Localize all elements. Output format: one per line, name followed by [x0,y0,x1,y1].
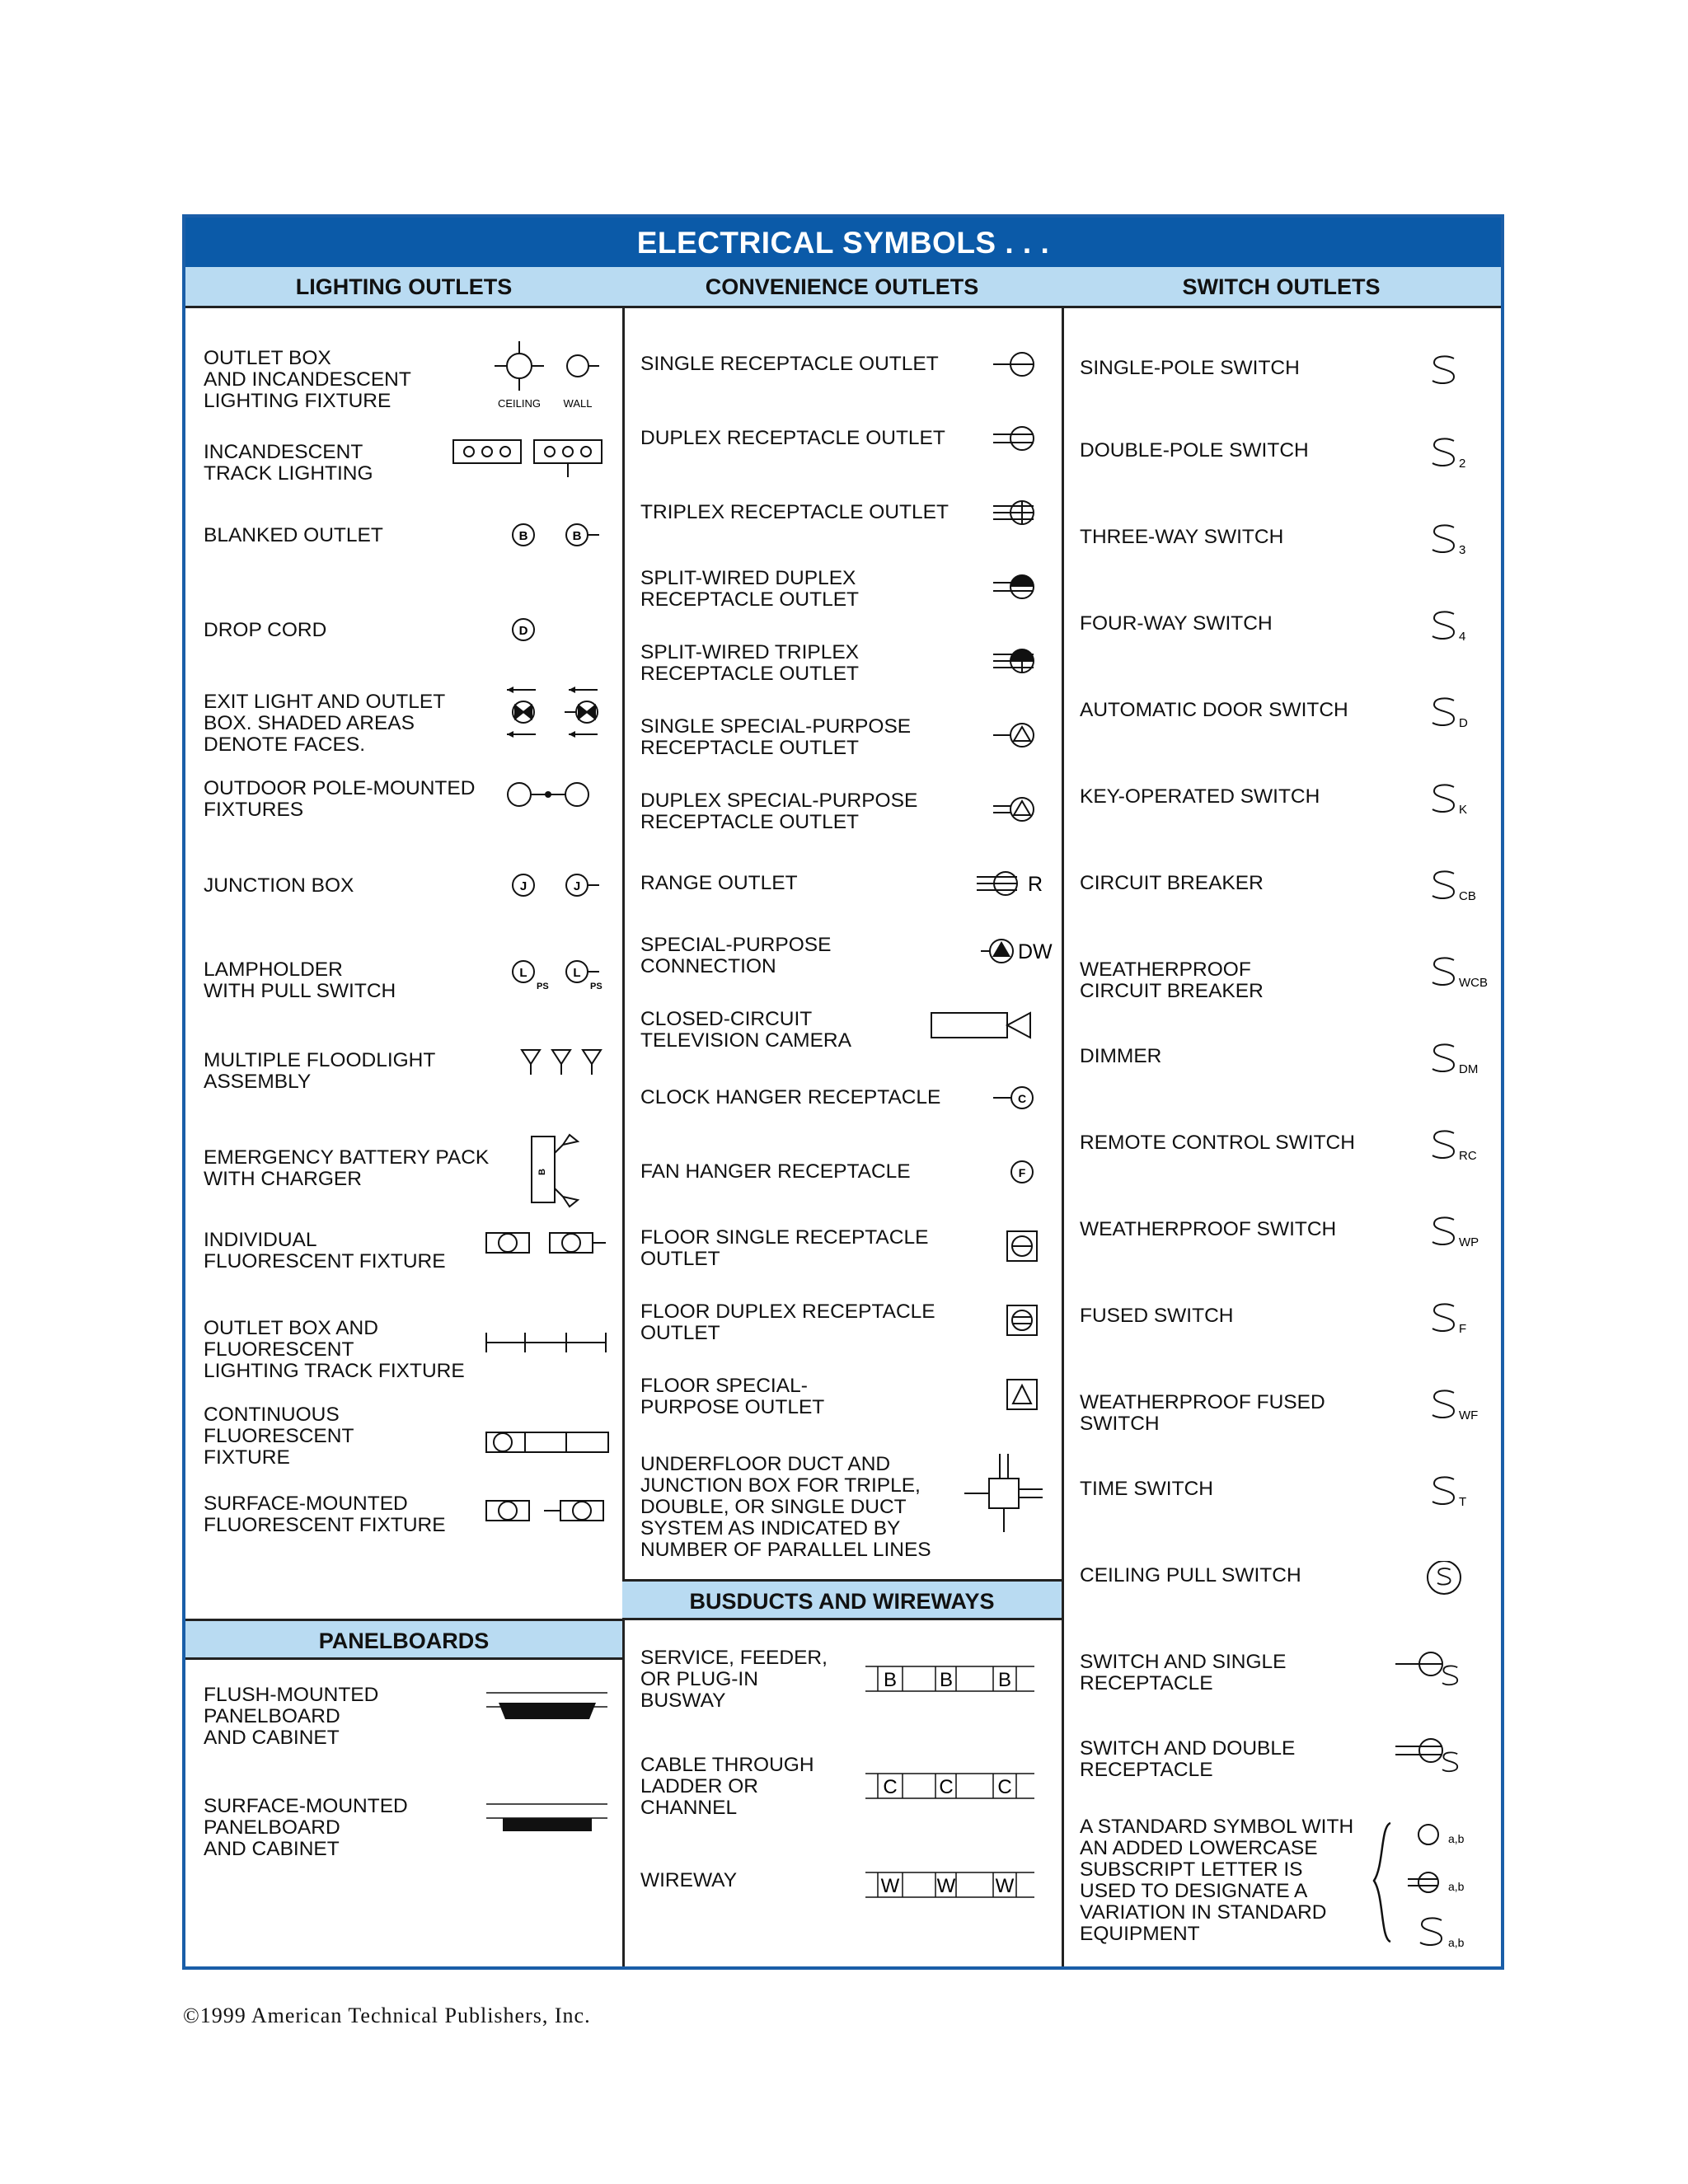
section-heading-convenience: CONVENIENCE OUTLETS [622,267,1062,308]
svg-text:W: W [936,1875,956,1897]
switch-icon [1424,523,1498,564]
variation-symbols-icon [1371,1816,1498,1957]
column-switches: SWITCH OUTLETS SINGLE-POLE SWITCH DOUBLE-POLE SWITCH 2 THREE-WAY SWITCH 3 FOUR-WAY SWITCH 4 AUTOMATIC DOOR SWITCH D KEY-OPERATED SWITCH K CIRCUIT BREAKER CB WEATHERPROOF CIRCUIT BREAKER WCB DIMMER DM REMOTE CONTROL SWITCH RC WEATHERPROOF SWITCH WP FUSED SWITCH F WEATHERPROOF FUSED SWITCH WF TIME SWITCH T CEILING PULL SWITCH SWITCH AND SINGLE RECEPTACLE SWITCH AND DOUBLE RECEPTACLE A STANDARD SYMBOL WITH AN ADDED LOWERCASE SUBSCRIPT LETTER IS USED TO DESIGNATE A VARIATION IN STANDARD EQUIPMENT a,b a,b a,b [1062,267,1501,1966]
svg-text:B: B [537,1169,547,1175]
svg-text:T: T [1459,1495,1467,1509]
switch-icon [1424,955,1498,996]
split-duplex-icon [985,572,1051,605]
split-triplex-icon [985,646,1051,679]
cable-ladder-icon [861,1767,1051,1808]
ceiling-pull-switch-icon [1424,1561,1498,1602]
svg-text:DM: DM [1459,1062,1479,1076]
drop-cord-icon [507,609,556,650]
svg-text:F: F [1018,1166,1026,1179]
svg-text:F: F [1459,1322,1467,1336]
cctv-camera-icon [927,1005,1051,1046]
svg-text:a,b: a,b [1448,1936,1465,1949]
single-special-icon [985,720,1051,753]
triplex-receptacle-icon [985,498,1051,531]
svg-text:WP: WP [1459,1235,1479,1249]
clock-hanger-icon [985,1083,1051,1116]
svg-text:D: D [518,624,528,638]
fixture-caption: WALL [563,397,593,410]
exit-light-icon [499,683,614,741]
switch-single-receptacle-icon [1391,1647,1498,1697]
svg-text:WF: WF [1459,1408,1479,1422]
floor-single-icon [985,1230,1051,1271]
switch-icon [1424,1301,1498,1343]
svg-text:WCB: WCB [1459,976,1488,990]
fixture-caption: CEILING [497,397,542,410]
flush-panel-icon [482,1685,614,1734]
svg-text:K: K [1459,803,1468,817]
switch-icon [1424,1042,1498,1083]
blanked-outlet-icon [507,514,614,555]
svg-text:B: B [883,1669,898,1691]
svg-text:L: L [573,966,581,980]
underfloor-duct-icon [960,1450,1051,1540]
switch-double-receptacle-icon [1391,1734,1498,1783]
svg-text:a,b: a,b [1448,1832,1465,1845]
battery-pack-icon [523,1124,606,1215]
floodlight-icon [515,1046,614,1087]
switch-icon [1424,354,1498,395]
track-lighting-icon [449,436,614,485]
copyright: ©1999 American Technical Publishers, Inc. [183,2004,591,2027]
svg-text:2: 2 [1459,457,1466,471]
svg-text:L: L [519,966,528,980]
switch-icon [1424,1474,1498,1516]
wireway-icon [861,1866,1051,1907]
svg-text:4: 4 [1459,630,1466,644]
duplex-special-icon [985,794,1051,827]
svg-text:J: J [573,879,581,893]
pole-fixture-icon [503,774,610,815]
svg-text:B: B [518,529,528,543]
column-convenience: CONVENIENCE OUTLETS SINGLE RECEPTACLE OUTLET DUPLEX RECEPTACLE OUTLET TRIPLEX RECEPTACLE OUTLET SPLIT-WIRED DUPLEX RECEPTACLE OUTLET SPLIT-WIRED TRIPLEX RECEPTACLE OUTLET SINGLE SPECIAL-PURPOSE RECEPTACLE OUTLET DUPLEX SPECIAL-PURPOSE RECEPTACLE OUTLET RANGE OUTLET R SPECIAL-PURPOSE CONNECTION DW CLOSED-CIRCUIT TELEVISION CAMERA CLOCK HANGER RECEPTACLE C FAN HANGER RECEPTACLE F FLOOR SINGLE RECEPTACLE OUTLET FLOOR DUPLEX RECEPTACLE OUTLET FLOOR SPECIAL- PURPOSE OUTLET UNDERFLOOR DUCT AND JUNCTION BOX FOR TRIPLE, DOUBLE, OR SINGLE DUCT SYSTEM AS INDICATED BY NUMBER OF PARALLEL LINES BUSDUCTS AND WIREWAYS SERVICE, FEEDER, OR PLUG-IN BUSWAY B B B CABLE THROUGH LADDER OR CHANNEL C C C WIREWAY W W W [622,267,1064,1966]
svg-text:PS: PS [537,982,549,991]
svg-text:B: B [572,529,582,543]
floor-special-icon [985,1378,1051,1419]
special-connection-icon [952,930,1059,972]
switch-icon [1424,1128,1498,1169]
svg-text:C: C [939,1776,954,1798]
section-heading-lighting: LIGHTING OUTLETS [185,267,622,308]
switch-icon [1424,782,1498,823]
switch-icon [1424,609,1498,650]
junction-box-icon [507,865,614,906]
duplex-receptacle-icon [985,424,1051,457]
switch-icon [1424,696,1498,737]
symbols-chart [182,214,1504,1970]
svg-text:C: C [883,1776,898,1798]
svg-text:W: W [995,1875,1015,1897]
switch-icon [1424,1215,1498,1256]
svg-text:B: B [939,1669,954,1691]
fluorescent-fixture-icon [482,1223,614,1264]
surface-fluorescent-icon [482,1491,614,1532]
section-heading-busducts: BUSDUCTS AND WIREWAYS [622,1579,1062,1620]
switch-icon [1424,869,1498,910]
svg-text:C: C [997,1776,1012,1798]
svg-text:3: 3 [1459,543,1466,557]
chart-title: ELECTRICAL SYMBOLS . . . [185,218,1501,267]
busway-icon [861,1660,1051,1701]
svg-text:RC: RC [1459,1149,1477,1163]
svg-text:R: R [1028,873,1043,896]
surface-panel-icon [482,1796,614,1845]
section-heading-panelboards: PANELBOARDS [185,1619,622,1660]
svg-text:B: B [997,1669,1012,1691]
ceiling-wall-fixture-icon [490,341,614,415]
switch-icon [1424,1388,1498,1429]
range-outlet-icon [952,865,1059,906]
switch-icon [1424,436,1498,477]
fan-hanger-icon [985,1157,1051,1190]
section-heading-switches: SWITCH OUTLETS [1062,267,1501,308]
svg-text:a,b: a,b [1448,1880,1465,1893]
single-receptacle-icon [985,349,1051,382]
svg-text:D: D [1459,716,1468,730]
continuous-fluorescent-icon [482,1427,614,1460]
svg-text:W: W [880,1875,900,1897]
lampholder-icon [507,951,614,1001]
svg-text:C: C [1017,1092,1027,1105]
fluorescent-track-icon [482,1326,614,1359]
svg-text:PS: PS [590,982,603,991]
svg-text:CB: CB [1459,889,1476,903]
svg-text:J: J [519,879,528,893]
column-lighting: LIGHTING OUTLETS OUTLET BOX AND INCANDESCENT LIGHTING FIXTURE CEILING WALL INCANDESCENT TRACK LIGHTING BLANKED OUTLET B B DROP CORD D EXIT LIGHT AND OUTLET BOX. SHADED AREAS DENOTE FACES. OUTDOOR POLE-MOUNTED FIXTURES JUNCTION BOX J J LAMPHOLDER WITH PULL SWITCH L L PS PS MULTIPLE FLOODLIGHT ASSEMBLY EMERGENCY BATTERY PACK WITH CHARGER B INDIVIDUAL FLUORESCENT FIXTURE OUTLET BOX AND FLUORESCENT LIGHTING TRACK FIXTURE CONTINUOUS FLUORESCENT FIXTURE SURFACE-MOUNTED FLUORESCENT FIXTURE PANELBOARDS FLUSH-MOUNTED PANELBOARD AND CABINET SURFACE-MOUNTED PANELBOARD AND CABINET [185,267,625,1966]
svg-text:DW: DW [1018,940,1053,963]
floor-duplex-icon [985,1304,1051,1345]
